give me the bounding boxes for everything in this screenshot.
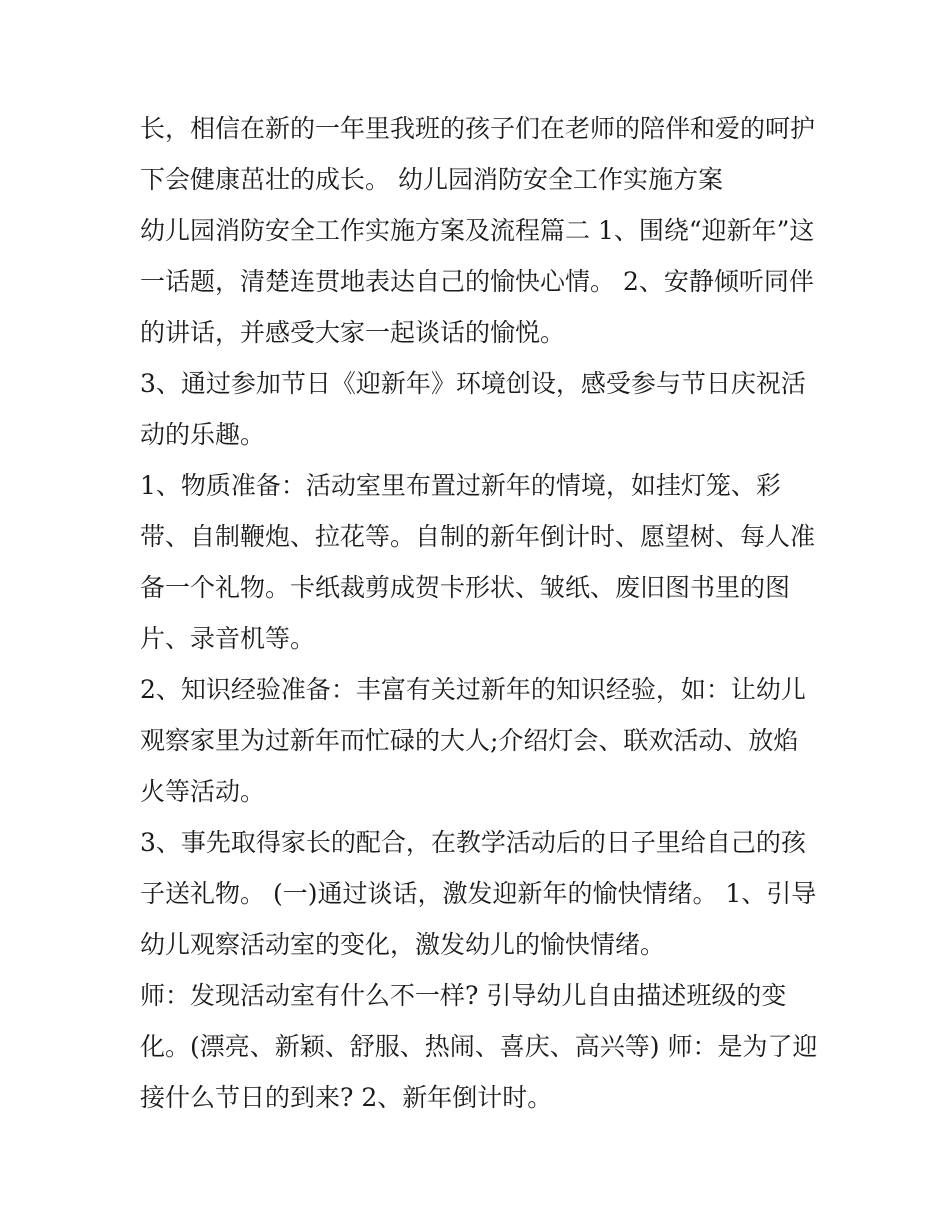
body-text (140, 103, 830, 1123)
text-line: 火等活动。 (140, 777, 266, 806)
text-line: 片、录音机等。 (140, 624, 316, 653)
text-line: 下会健康茁壮的成长。 幼儿园消防安全工作实施方案 (140, 165, 723, 194)
text-line: 的讲话，并感受大家一起谈话的愉悦。 (140, 318, 566, 347)
text-line: 接什么节日的到来? 2、新年倒计时。 (140, 1083, 553, 1112)
text-line: 带、自制鞭炮、拉花等。自制的新年倒计时、愿望树、每人准 (140, 522, 816, 551)
text-line: 观察家里为过新年而忙碌的大人;介绍灯会、联欢活动、放焰 (140, 726, 799, 755)
text-line: 幼儿园消防安全工作实施方案及流程篇二 1、围绕“迎新年”这 (140, 216, 815, 245)
text-line: 备一个礼物。卡纸裁剪成贺卡形状、皱纸、废旧图书里的图 (140, 573, 791, 602)
text-line: 1、物质准备：活动室里布置过新年的情境，如挂灯笼、彩 (140, 471, 781, 500)
text-line: 长，相信在新的一年里我班的孩子们在老师的陪伴和爱的呵护 (140, 114, 816, 143)
text-line: 子送礼物。 (一)通过谈话，激发迎新年的愉快情绪。 1、引导 (140, 879, 817, 908)
text-line: 师：发现活动室有什么不一样? 引导幼儿自由描述班级的变 (140, 981, 787, 1010)
text-line: 3、通过参加节日《迎新年》环境创设，感受参与节日庆祝活 (140, 369, 806, 398)
text-line: 2、知识经验准备：丰富有关过新年的知识经验，如：让幼儿 (140, 675, 806, 704)
text-line: 一话题，清楚连贯地表达自己的愉快心情。 2、安静倾听同伴 (140, 267, 814, 296)
text-line: 化。(漂亮、新颖、舒服、热闹、喜庆、高兴等) 师：是为了迎 (140, 1032, 818, 1061)
text-line: 幼儿观察活动室的变化，激发幼儿的愉快情绪。 (140, 930, 666, 959)
text-line: 3、事先取得家长的配合，在教学活动后的日子里给自己的孩 (140, 828, 806, 857)
text-line: 动的乐趣。 (140, 420, 266, 449)
